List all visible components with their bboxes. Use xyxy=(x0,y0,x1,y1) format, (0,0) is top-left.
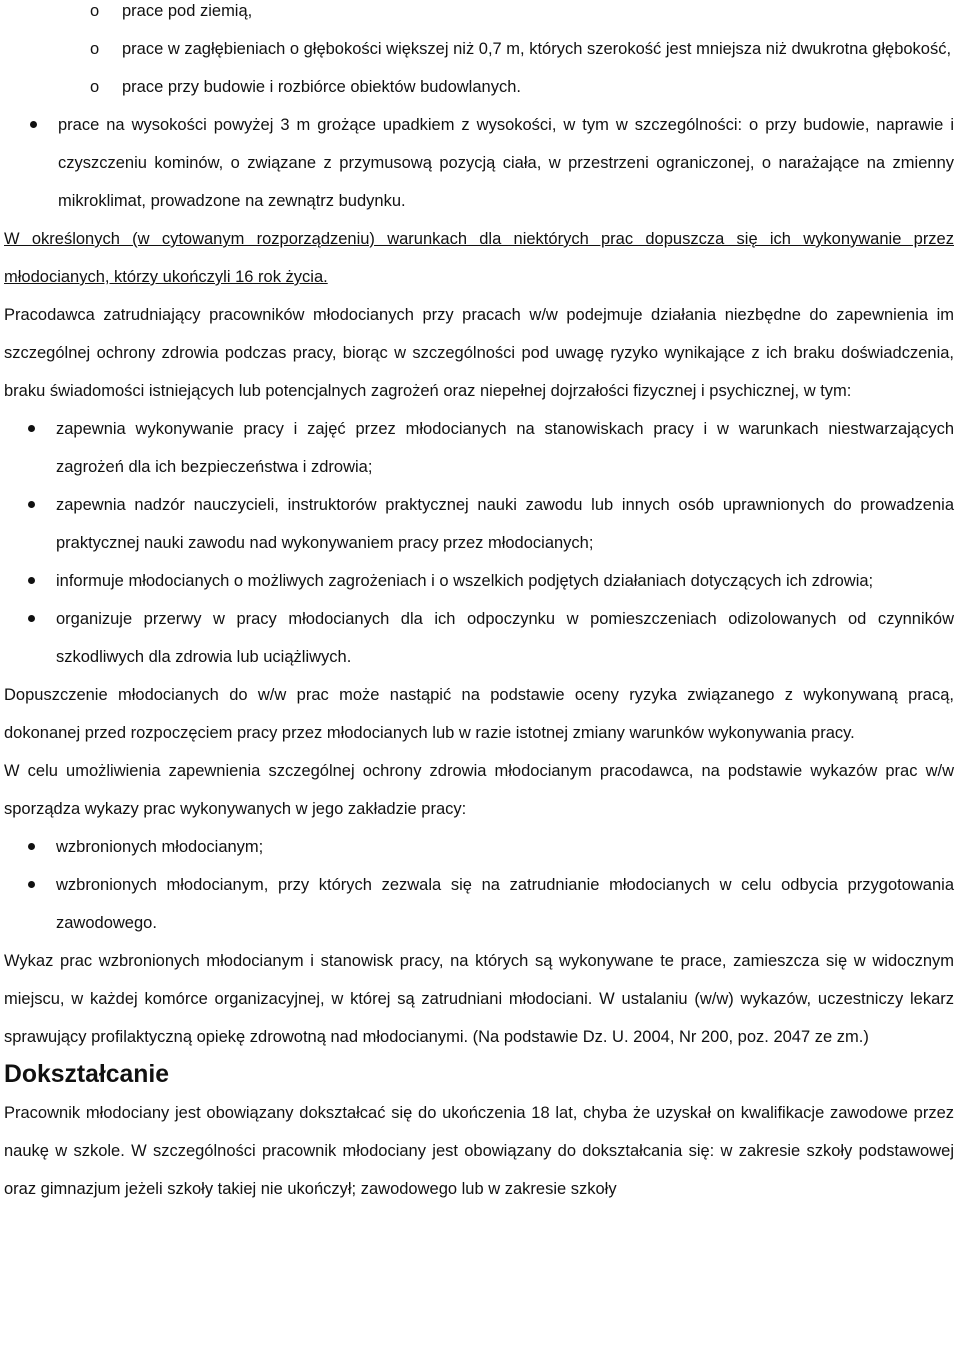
bullet-list-heights xyxy=(4,106,956,220)
list-item: zapewnia nadzór nauczycieli, instruktorów praktycznej nauki zawodu lub innych osób uprawnionych do prowadzenia praktycznej nauki zawodu nad wykonywaniem pracy przez młodocianych; xyxy=(4,486,956,562)
sub-list-item: o prace przy budowie i rozbiórce obiektów budowlanych. xyxy=(4,68,956,106)
paragraph-admission: Dopuszczenie młodocianych do w/w prac może nastąpić na podstawie oceny ryzyka związanego z wykonywaną pracą, dokonanej przed rozpoczęciem pracy przez młodocianych lub w razie istotnej zmiany warunków wykonywania pracy. xyxy=(4,686,954,742)
sub-list-item: o prace pod ziemią, xyxy=(4,0,956,30)
work-lists xyxy=(4,828,956,942)
paragraph-posting: Wykaz prac wzbronionych młodocianym i stanowisk pracy, na których są wykonywane te prace, zamieszcza się w widocznym miejscu, w każdej komórce organizacyjnej, w której są zatrudniani młodociani. W ustalaniu (w/w) wykazów, uczestniczy lekarz sprawujący profilaktyczną opiekę zdrowotną nad młodocianymi. (Na podstawie Dz. U. 2004, Nr 200, poz. 2047 ze zm.) xyxy=(4,952,954,1046)
list-item: informuje młodocianych o możliwych zagrożeniach i o wszelkich podjętych działaniach dotyczących ich zdrowia; xyxy=(4,562,956,600)
paragraph-exception: W określonych (w cytowanym rozporządzeniu) warunkach dla niektórych prac dopuszcza się ich wykonywanie przez młodocianych, którzy ukończyli 16 rok życia. xyxy=(4,230,954,286)
employer-duties-list xyxy=(4,410,956,676)
list-item: wzbronionych młodocianym, przy których zezwala się na zatrudnianie młodocianych w celu odbycia przygotowania zawodowego. xyxy=(4,866,956,942)
sub-list xyxy=(4,0,956,106)
paragraph-lists-intro: W celu umożliwienia zapewnienia szczególnej ochrony zdrowia młodocianym pracodawca, na podstawie wykazów prac w/w sporządza wykazy prac wykonywanych w jego zakładzie pracy: xyxy=(4,762,954,818)
sub-list-marker: o xyxy=(90,2,100,20)
list-item: prace na wysokości powyżej 3 m grożące upadkiem z wysokości, w tym w szczególności: o przy budowie, naprawie i czyszczeniu kominów, o związane z przymusową pozycją ciała, w przestrzeni ograniczonej, o narażające na zmienny mikroklimat, prowadzone na zewnątrz budynku. xyxy=(4,106,956,220)
sub-list-item: o prace w zagłębieniach o głębokości większej niż 0,7 m, których szerokość jest mniejsza niż dwukrotna głębokość, xyxy=(4,30,956,68)
bullet-icon xyxy=(28,577,35,584)
bullet-icon xyxy=(28,615,35,622)
sub-list-marker: o xyxy=(90,40,100,58)
paragraph-employer: Pracodawca zatrudniający pracowników młodocianych przy pracach w/w podejmuje działania niezbędne do zapewnienia im szczególnej ochrony zdrowia podczas pracy, biorąc w szczególności pod uwagę ryzyko wynikające z ich braku doświadczenia, braku świadomości istniejących lub potencjalnych zagrożeń oraz niepełnej dojrzałości fizycznej i psychicznej, w tym: xyxy=(4,306,954,400)
sub-list-marker: o xyxy=(90,78,100,96)
section-heading: Dokształcanie xyxy=(4,1061,170,1088)
list-item: organizuje przerwy w pracy młodocianych dla ich odpoczynku w pomieszczeniach odizolowanych od czynników szkodliwych dla zdrowia lub uciążliwych. xyxy=(4,600,956,676)
list-item: zapewnia wykonywanie pracy i zajęć przez młodocianych na stanowiskach pracy i w warunkach niestwarzających zagrożeń dla ich bezpieczeństwa i zdrowia; xyxy=(4,410,956,486)
bullet-icon xyxy=(28,843,35,850)
paragraph-education: Pracownik młodociany jest obowiązany dokształcać się do ukończenia 18 lat, chyba że uzyskał on kwalifikacje zawodowe przez naukę w szkole. W szczególności pracownik młodociany jest obowiązany do dokształcania się: w zakresie szkoły podstawowej oraz gimnazjum jeżeli szkoły takiej nie ukończył; zawodowego lub w zakresie szkoły xyxy=(4,1104,954,1198)
bullet-icon xyxy=(28,881,35,888)
list-item: wzbronionych młodocianym; xyxy=(4,828,956,866)
bullet-icon xyxy=(28,501,35,508)
bullet-icon xyxy=(30,121,37,128)
bullet-icon xyxy=(28,425,35,432)
